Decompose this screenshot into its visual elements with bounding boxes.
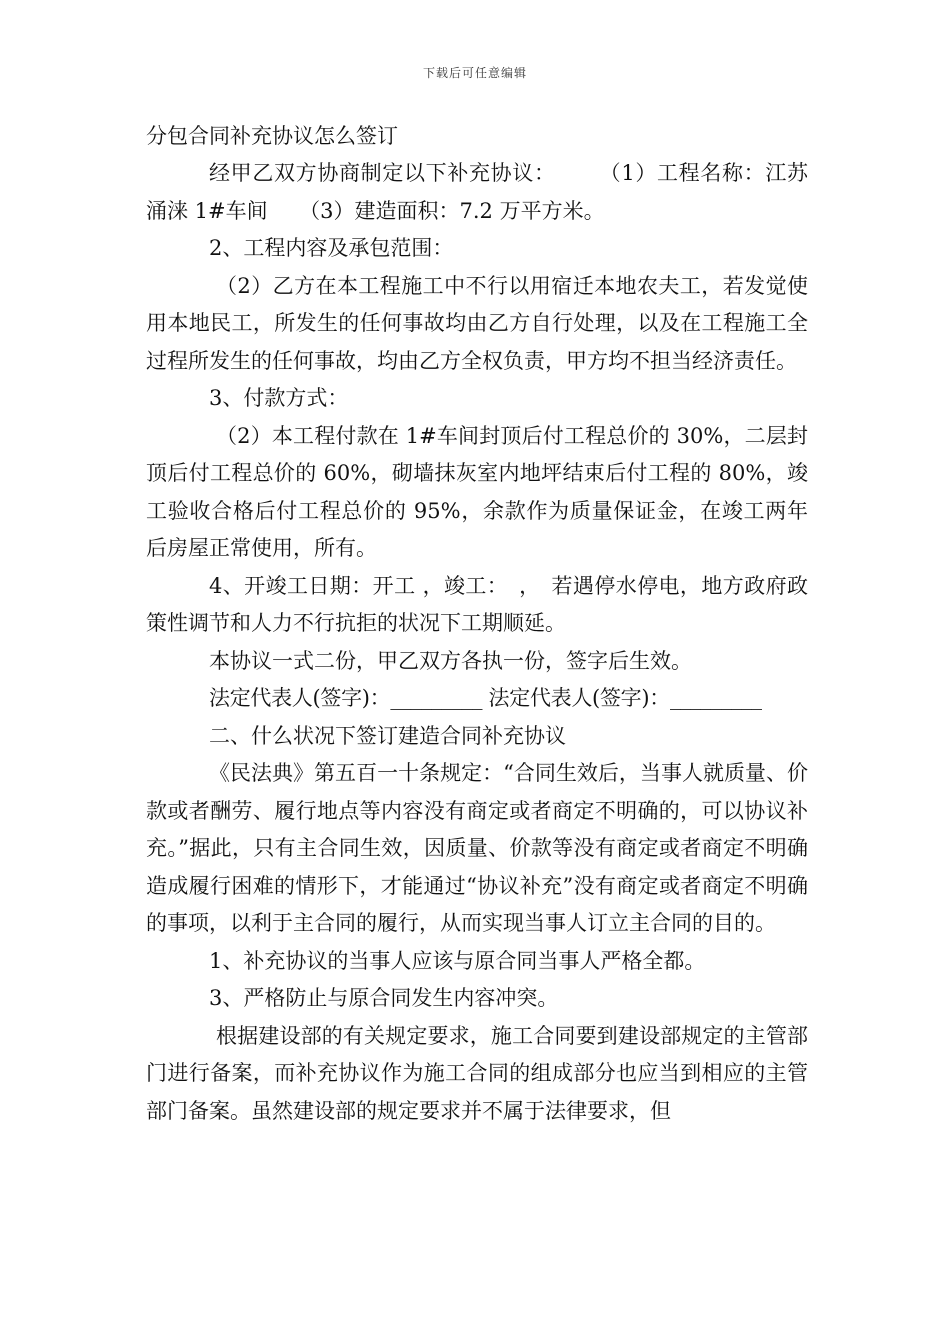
section-heading-when-to-sign: 二、什么状况下签订建造合同补充协议 <box>209 723 566 748</box>
paragraph-schedule-clause: 4、开竣工日期：开工 ，竣工： ， 若遇停水停电，地方政府政策性调节和人力不行抗拒的状况下工期顺延。 <box>146 573 808 635</box>
paragraph-payment-heading: 3、付款方式： <box>209 386 349 410</box>
document-body <box>146 118 808 1130</box>
document-title: 分包合同补充协议怎么签订 <box>146 124 398 148</box>
paragraph-payment-clause: （2）本工程付款在 1#车间封顶后付工程总价的 30%，二层封顶后付工程总价的 60%，砌墙抹灰室内地坪结束后付工程的 80%，竣工验收合格后付工程总价的 95%，余款作为质量保证金，在竣工两年后房屋正常使用，所有。 <box>146 423 808 560</box>
paragraph-avoid-conflict: 3、严格防止与原合同发生内容冲突。 <box>209 986 559 1010</box>
paragraph-parties-consistent: 1、补充协议的当事人应该与原合同当事人严格全都。 <box>209 948 706 973</box>
paragraph-civil-code: 《民法典》第五百一十条规定：“合同生效后，当事人就质量、价款或者酬劳、履行地点等内容没有商定或者商定不明确的，可以协议补充。”据此，只有主合同生效，因质量、价款等没有商定或者商定不明确造成履行困难的情形下，才能通过“协议补充”没有商定或者商定不明确的事项，以利于主合同的履行，从而实现当事人订立主合同的目的。 <box>146 761 808 935</box>
signature-line: 法定代表人(签字)：_________ 法定代表人(签字)：_________ <box>209 686 762 710</box>
header-note: 下载后可任意编辑 <box>422 66 527 80</box>
paragraph-labor-clause: （2）乙方在本工程施工中不行以用宿迁本地农夫工，若发觉使用本地民工，所发生的任何事故均由乙方自行处理，以及在工程施工全过程所发生的任何事故，均由乙方全权负责，甲方均不担当经济责任。 <box>146 273 808 373</box>
paragraph-filing-requirement: 根据建设部的有关规定要求，施工合同要到建设部规定的主管部门进行备案，而补充协议作为施工合同的组成部分也应当到相应的主管部门备案。虽然建设部的规定要求并不属于法律要求，但 <box>146 1023 808 1123</box>
paragraph-scope-heading: 2、工程内容及承包范围： <box>209 236 454 260</box>
paragraph-copies-clause: 本协议一式二份，甲乙双方各执一份，签字后生效。 <box>209 648 692 673</box>
paragraph-agreement-intro: 经甲乙双方协商制定以下补充协议： （1）工程名称：江苏涌涞 1#车间 （3）建造面积：7.2 万平方米。 <box>146 161 808 223</box>
